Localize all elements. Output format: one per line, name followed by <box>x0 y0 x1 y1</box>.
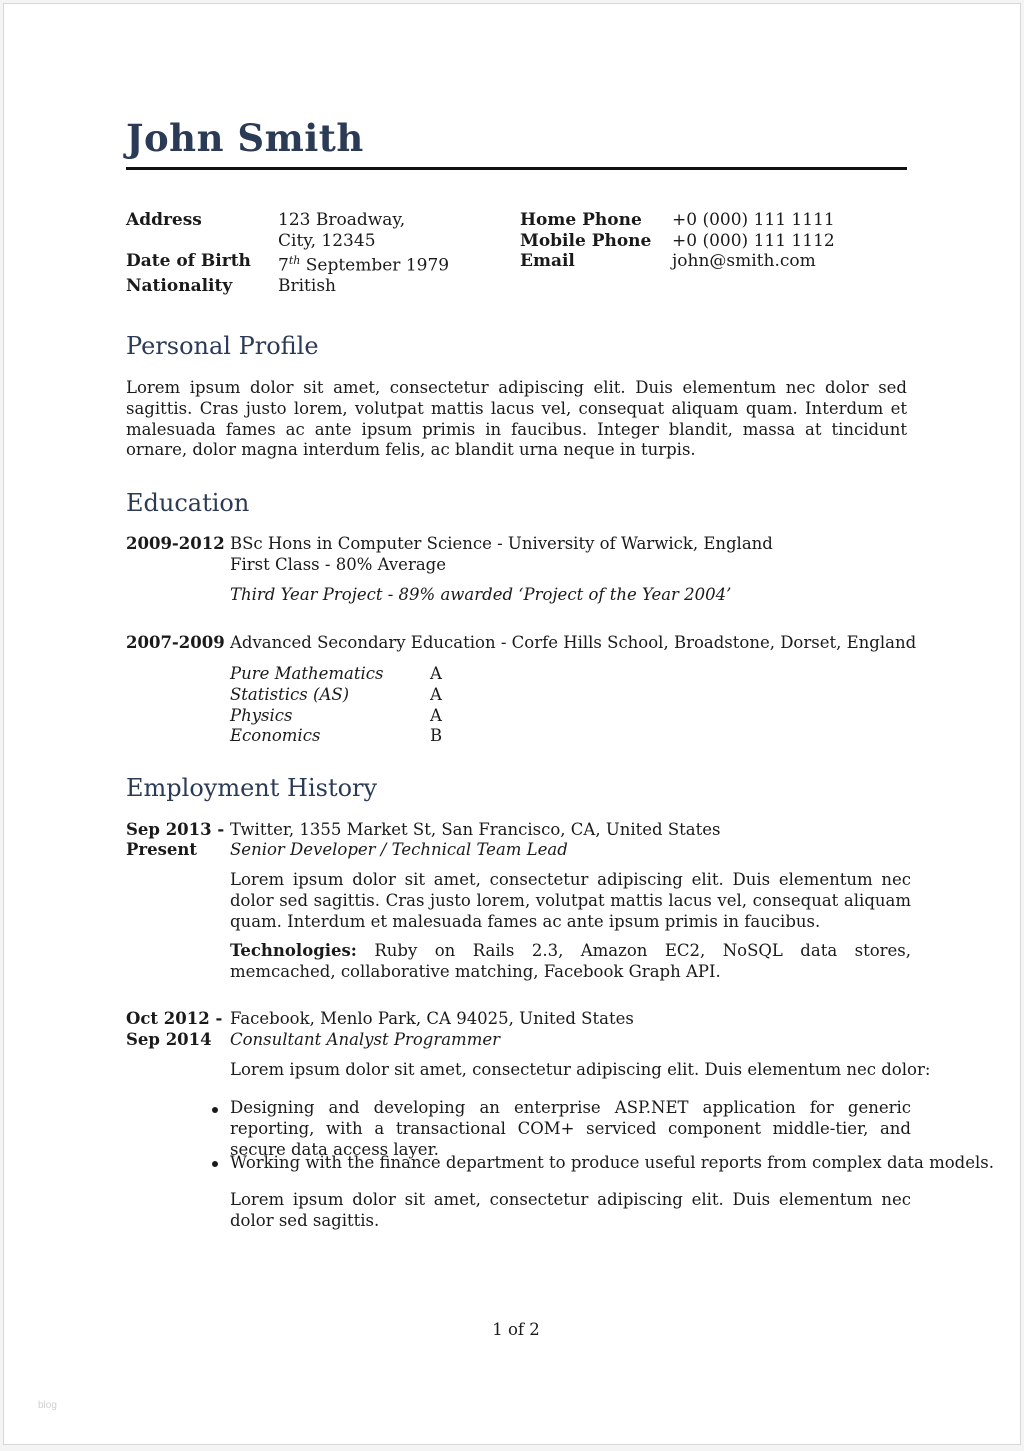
subject-row: Pure Mathematics A <box>230 664 442 683</box>
job2-outro: Lorem ipsum dolor sit amet, consectetur adipiscing elit. Duis elementum nec dolor sed sagittis. <box>230 1190 911 1230</box>
dob-label: Date of Birth <box>126 251 251 271</box>
address-line1: 123 Broadway, <box>278 210 406 230</box>
address-line2: City, 12345 <box>278 230 376 251</box>
profile-heading: Personal Profile <box>126 332 319 360</box>
edu-dates-1: 2009-2012 <box>126 534 225 553</box>
subject-row: Economics B <box>230 726 443 746</box>
job2-date-start: Oct 2012 - <box>126 1009 223 1028</box>
page-number: 1 of 2 <box>492 1320 540 1339</box>
edu-school: Advanced Secondary Education - Corfe Hills School, Broadstone, Dorset, England <box>230 633 917 652</box>
cv-page <box>3 3 1021 1445</box>
subject-row: Statistics (AS) A <box>230 684 442 704</box>
job1-date-end: Present <box>126 840 198 859</box>
nationality-value: British <box>278 276 336 297</box>
edu-dates-2: 2007-2009 <box>126 633 225 652</box>
job2-bullet-1: Designing and developing an enterprise ASP.NET application for generic reporting, with a transactional COM+ serviced component middle-tier, and secure data access layer. <box>230 1098 911 1159</box>
edu-degree: BSc Hons in Computer Science - University of Warwick, England <box>230 534 773 553</box>
candidate-name: John Smith <box>126 116 364 160</box>
job1-technologies: Technologies: Ruby on Rails 2.3, Amazon EC2, NoSQL data stores, memcached, collaborative matching, Facebook Graph API. <box>230 941 912 981</box>
watermark: blog <box>38 1400 57 1411</box>
contact-right <box>520 210 835 272</box>
job1-description: Lorem ipsum dolor sit amet, consectetur adipiscing elit. Duis elementum nec dolor sed sagittis. Cras justo lorem, volutpat mattis lacus vel, consequat aliquam quam. Interdum et malesuada fames ac ante ipsum primis in faucibus. <box>230 870 911 931</box>
job2-title: Consultant Analyst Programmer <box>230 1030 501 1049</box>
bullet-dot <box>212 1107 218 1113</box>
mobile-phone-label: Mobile Phone <box>520 230 652 251</box>
job1-title: Senior Developer / Technical Team Lead <box>230 840 568 859</box>
job2-employer: Facebook, Menlo Park, CA 94025, United States <box>230 1009 634 1028</box>
address-label: Address <box>126 210 202 230</box>
employment-heading: Employment History <box>126 774 378 802</box>
edu-project-note: Third Year Project - 89% awarded ‘Project of the Year 2004’ <box>230 585 732 604</box>
home-phone-value: +0 (000) 111 1111 <box>672 210 835 230</box>
education-heading: Education <box>126 489 250 517</box>
dob-value: 7th September 1979 <box>278 254 450 276</box>
subject-table <box>230 664 442 747</box>
job2-intro: Lorem ipsum dolor sit amet, consectetur adipiscing elit. Duis elementum nec dolor: <box>230 1060 931 1079</box>
contact-left <box>126 210 449 297</box>
nationality-label: Nationality <box>126 276 233 297</box>
profile-text: Lorem ipsum dolor sit amet, consectetur adipiscing elit. Duis elementum nec dolor sed sagittis. Cras justo lorem, volutpat mattis lacus vel, consequat aliquam quam. Interdum et malesuada fames ac ante ipsum primis in faucibus. Integer blandit, massa at tincidunt ornare, dolor magna interdum felis, ac blandit urna neque in turpis. <box>126 378 907 460</box>
header-rule <box>126 167 907 170</box>
home-phone-label: Home Phone <box>520 210 642 230</box>
email-label: Email <box>520 251 575 271</box>
subject-row: Physics A <box>230 705 442 725</box>
job1-employer: Twitter, 1355 Market St, San Francisco, CA, United States <box>230 820 721 839</box>
job1-date-start: Sep 2013 - <box>126 820 225 839</box>
job2-bullet-2: Working with the finance department to produce useful reports from complex data models. <box>230 1153 994 1172</box>
job2-date-end: Sep 2014 <box>126 1030 212 1049</box>
email-value: john@smith.com <box>672 251 816 271</box>
bullet-dot <box>212 1161 218 1167</box>
mobile-phone-value: +0 (000) 111 1112 <box>672 230 835 251</box>
edu-grade: First Class - 80% Average <box>230 555 446 574</box>
